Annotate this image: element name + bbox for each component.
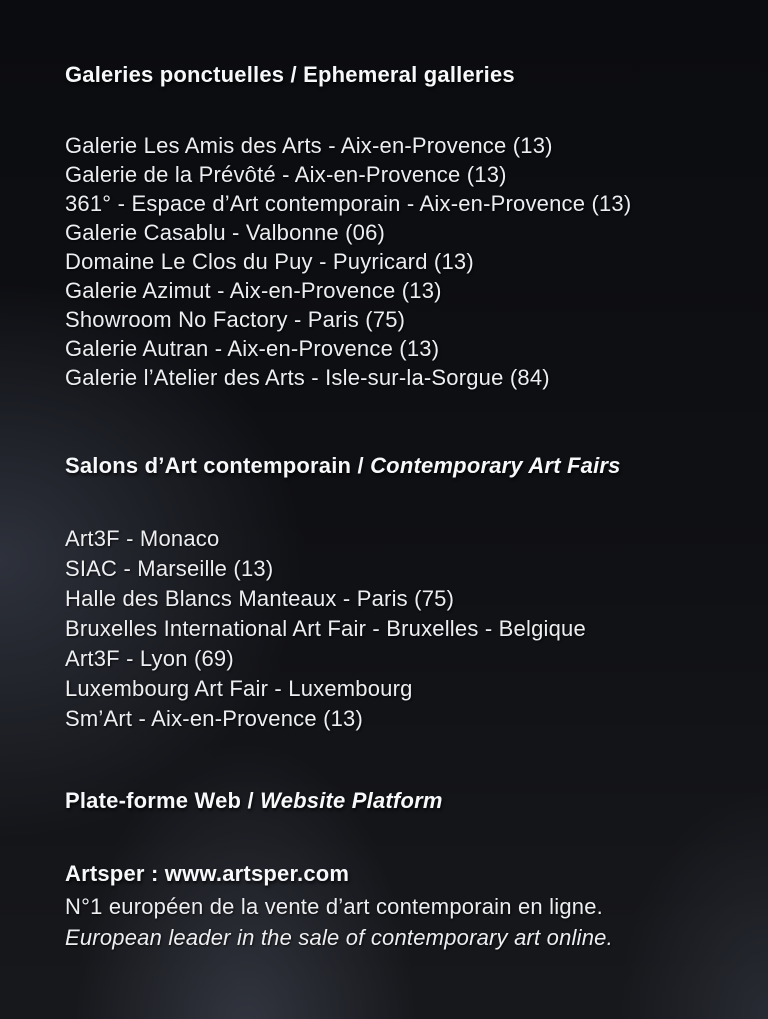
list-item: Galerie de la Prévôté - Aix-en-Provence (13)	[65, 162, 507, 187]
section-heading-web-platform	[65, 787, 738, 815]
heading-text-en: Contemporary Art Fairs	[370, 453, 621, 478]
list-item: Halle des Blancs Manteaux - Paris (75)	[65, 586, 455, 611]
list-item: Galerie Casablu - Valbonne (06)	[65, 220, 386, 245]
list-item: Domaine Le Clos du Puy - Puyricard (13)	[65, 249, 474, 274]
section-heading-ephemeral-galleries	[65, 61, 738, 89]
list-item: Showroom No Factory - Paris (75)	[65, 307, 406, 332]
list-item: Galerie Les Amis des Arts - Aix-en-Provence (13)	[65, 133, 553, 158]
list-item: 361° - Espace d’Art contemporain - Aix-en-Provence (13)	[65, 191, 632, 216]
section-web-platform	[65, 787, 738, 953]
list-item: Art3F - Lyon (69)	[65, 646, 234, 671]
list-item: Galerie Autran - Aix-en-Provence (13)	[65, 336, 440, 361]
platform-name-line: Artsper : www.artsper.com	[65, 861, 350, 886]
list-item: Galerie l’Atelier des Arts - Isle-sur-la-Sorgue (84)	[65, 365, 550, 390]
platform-description-fr: N°1 européen de la vente d’art contemporain en ligne.	[65, 894, 603, 919]
section-ephemeral-galleries	[65, 61, 738, 392]
list-item: Sm’Art - Aix-en-Provence (13)	[65, 706, 363, 731]
section-contemporary-art-fairs	[65, 452, 738, 734]
list-item: Art3F - Monaco	[65, 526, 220, 551]
heading-text-fr: Galeries ponctuelles	[65, 62, 285, 87]
gallery-list	[65, 131, 738, 392]
section-heading-art-fairs	[65, 452, 738, 480]
heading-text-fr: Plate-forme Web	[65, 788, 242, 813]
platform-block	[65, 858, 738, 953]
heading-separator: /	[284, 62, 304, 87]
list-item: Luxembourg Art Fair - Luxembourg	[65, 676, 413, 701]
art-fair-list	[65, 524, 738, 734]
heading-text-fr: Salons d’Art contemporain	[65, 453, 352, 478]
heading-text-en: Ephemeral galleries	[303, 62, 515, 87]
platform-description-en: European leader in the sale of contemporary art online.	[65, 925, 613, 950]
heading-text-en: Website Platform	[260, 788, 443, 813]
list-item: Galerie Azimut - Aix-en-Provence (13)	[65, 278, 442, 303]
list-item: SIAC - Marseille (13)	[65, 556, 274, 581]
heading-separator: /	[351, 453, 371, 478]
list-item: Bruxelles International Art Fair - Bruxelles - Belgique	[65, 616, 586, 641]
heading-separator: /	[241, 788, 261, 813]
